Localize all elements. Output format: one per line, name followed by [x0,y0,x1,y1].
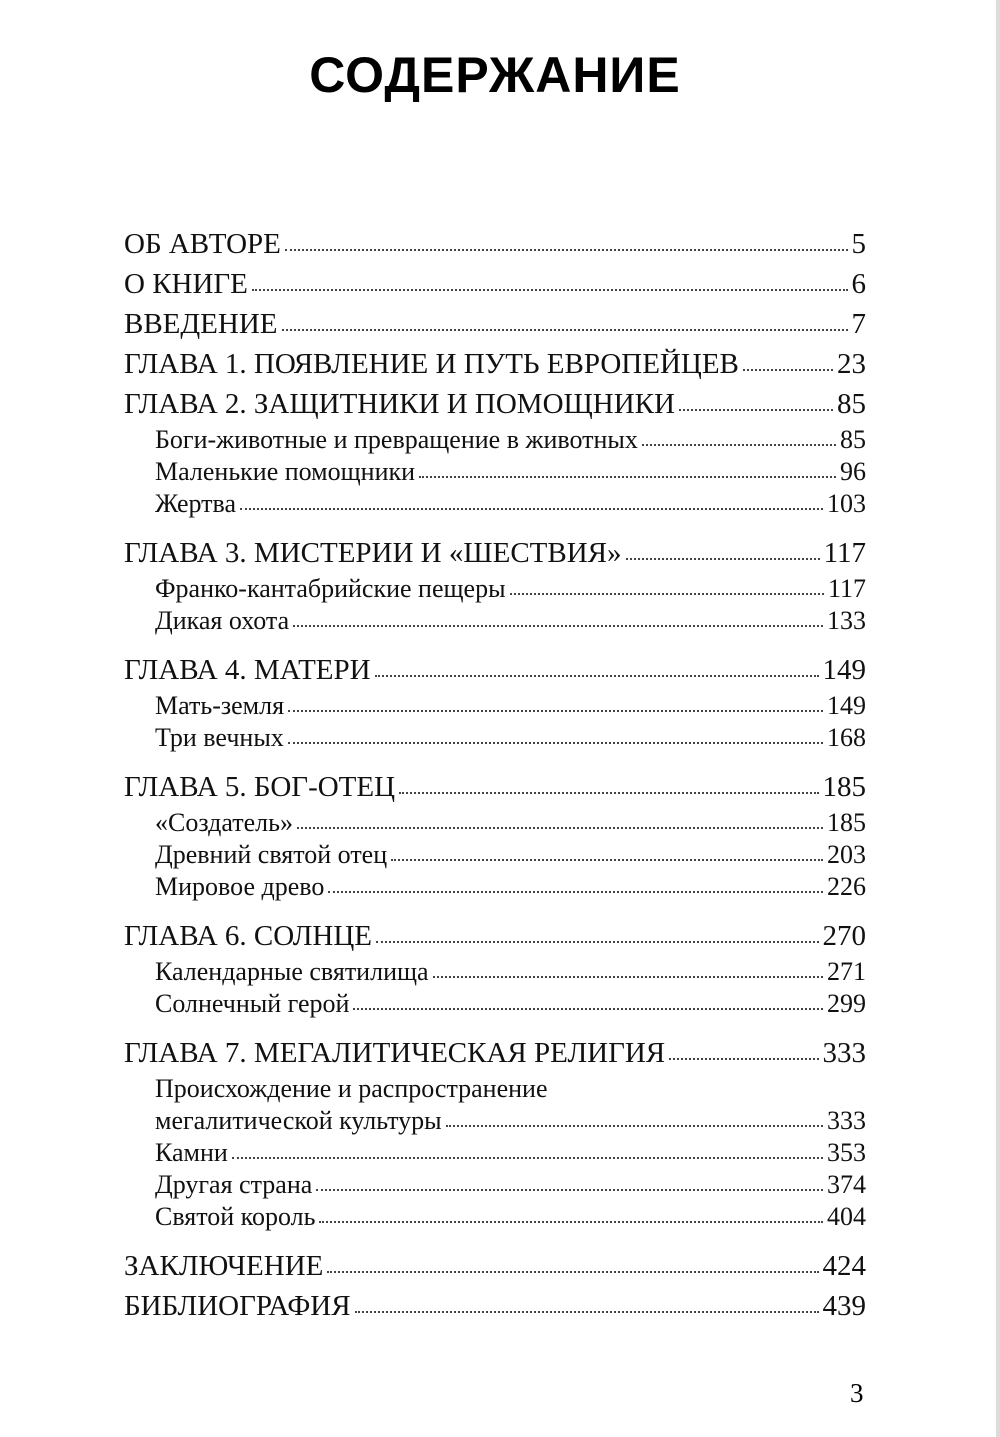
toc-label: Святой король [155,1202,316,1231]
dot-leader [353,1006,823,1010]
dot-leader [328,889,823,893]
toc-label: Солнечный герой [155,989,350,1018]
dot-leader [288,708,823,712]
toc-subentry [124,956,866,988]
toc-entry-conclusion [124,1246,866,1286]
page-edge [996,0,1000,1437]
toc-page: 299 [827,989,866,1018]
toc-subentry [124,988,866,1020]
toc-page: 203 [827,840,866,869]
toc-label: ГЛАВА 7. МЕГАЛИТИЧЕСКАЯ РЕЛИГИЯ [124,1037,666,1069]
toc-label: ГЛАВА 4. МАТЕРИ [124,654,371,686]
toc-subentry-first-line: Происхождение и распространение [155,1074,548,1103]
toc-entry-about-book [124,264,866,304]
page-title: СОДЕРЖАНИЕ [309,47,681,103]
dot-leader [376,939,818,943]
toc-label: Три вечных [155,723,284,752]
toc-page: 5 [851,228,866,260]
dot-leader [319,1219,823,1223]
toc-label: Календарные святилища [155,957,429,986]
dot-leader [375,673,819,677]
toc-page: 404 [827,1202,866,1231]
toc-label: ГЛАВА 2. ЗАЩИТНИКИ И ПОМОЩНИКИ [124,388,675,420]
toc-entry-chapter-1 [124,344,866,384]
dot-leader [327,1269,818,1273]
dot-leader [642,442,836,446]
toc-label: Мировое древо [155,872,325,901]
toc-page: 133 [827,606,866,635]
toc-label: Боги-животные и превращение в животных [155,425,638,454]
toc-page: 439 [822,1290,866,1322]
toc-label: мегалитической культуры [155,1106,442,1135]
toc-page: 353 [827,1138,866,1167]
toc-label: Камни [155,1138,228,1167]
toc-subentry [124,1201,866,1233]
toc-subentry [124,690,866,722]
toc-label: Мать-земля [155,691,285,720]
toc-page: 333 [822,1037,866,1069]
dot-leader [288,740,823,744]
toc-subentry [124,1137,866,1169]
toc-label: Дикая охота [155,606,290,635]
toc-page: 168 [827,723,866,752]
toc-label: БИБЛИОГРАФИЯ [124,1290,351,1322]
toc-subentry [124,1105,866,1137]
toc-label: Другая страна [155,1170,313,1199]
toc-subentry [124,839,866,871]
toc-page: 149 [827,691,866,720]
toc-page: 85 [840,425,866,454]
toc-label: ВВЕДЕНИЕ [124,308,278,340]
dot-leader [293,623,823,627]
toc-subentry [124,424,866,456]
dot-leader [391,857,823,861]
dot-leader [433,974,823,978]
toc-label: Франко-кантабрийские пещеры [155,574,506,603]
toc-label: ГЛАВА 3. МИСТЕРИИ И «ШЕСТВИЯ» [124,537,622,569]
dot-leader [282,327,848,331]
toc-entry-chapter-6 [124,916,866,956]
toc-label: ГЛАВА 1. ПОЯВЛЕНИЕ И ПУТЬ ЕВРОПЕЙЦЕВ [124,348,739,380]
toc-label: «Создатель» [155,808,293,837]
toc-entry-bibliography [124,1286,866,1326]
toc-subentry [124,722,866,754]
toc-label: ОБ АВТОРЕ [124,228,281,260]
toc-label: Жертва [155,489,237,518]
dot-leader [510,591,824,595]
dot-leader [669,1056,818,1060]
toc-subentry [124,488,866,520]
toc-subentry [124,605,866,637]
page-number: 3 [850,1378,864,1408]
toc-subentry [124,456,866,488]
dot-leader [252,287,848,291]
toc-label: ЗАКЛЮЧЕНИЕ [124,1250,324,1282]
toc-page: 333 [827,1106,866,1135]
toc-label: Древний святой отец [155,840,388,869]
dot-leader [743,367,833,371]
toc-page: 117 [823,537,866,569]
toc-page: 374 [827,1170,866,1199]
toc-subentry [124,807,866,839]
toc-page: 185 [827,808,866,837]
toc-entry-chapter-7 [124,1033,866,1073]
toc-page: 85 [837,388,866,420]
toc-entry-introduction [124,304,866,344]
toc-page: 103 [827,489,866,518]
toc-entry-chapter-3 [124,533,866,573]
toc-page: 271 [827,957,866,986]
dot-leader [679,407,833,411]
toc-entry-about-author [124,224,866,264]
toc-subentry [124,871,866,903]
toc-page: 270 [822,920,866,952]
toc-page: 6 [851,268,866,300]
toc-page: 23 [837,348,866,380]
dot-leader [399,790,818,794]
dot-leader [297,825,823,829]
dot-leader [285,247,848,251]
toc-page: 185 [822,771,866,803]
toc-page: 117 [827,574,866,603]
dot-leader [446,1123,823,1127]
dot-leader [232,1155,823,1159]
toc-page: 149 [822,654,866,686]
dot-leader [316,1187,823,1191]
toc-page: 96 [840,457,866,486]
table-of-contents [124,224,866,1326]
toc-page: 7 [851,308,866,340]
toc-entry-chapter-4 [124,650,866,690]
toc-label: ГЛАВА 6. СОЛНЦЕ [124,920,373,952]
toc-page: 424 [822,1250,866,1282]
dot-leader [626,556,820,560]
toc-subentry [124,573,866,605]
toc-page: 226 [827,872,866,901]
dot-leader [240,506,823,510]
toc-subentry [124,1169,866,1201]
dot-leader [355,1309,819,1313]
toc-entry-chapter-2 [124,384,866,424]
toc-entry-chapter-5 [124,767,866,807]
toc-label: О КНИГЕ [124,268,248,300]
toc-label: ГЛАВА 5. БОГ-ОТЕЦ [124,771,396,803]
dot-leader [419,474,836,478]
toc-label: Маленькие помощники [155,457,416,486]
